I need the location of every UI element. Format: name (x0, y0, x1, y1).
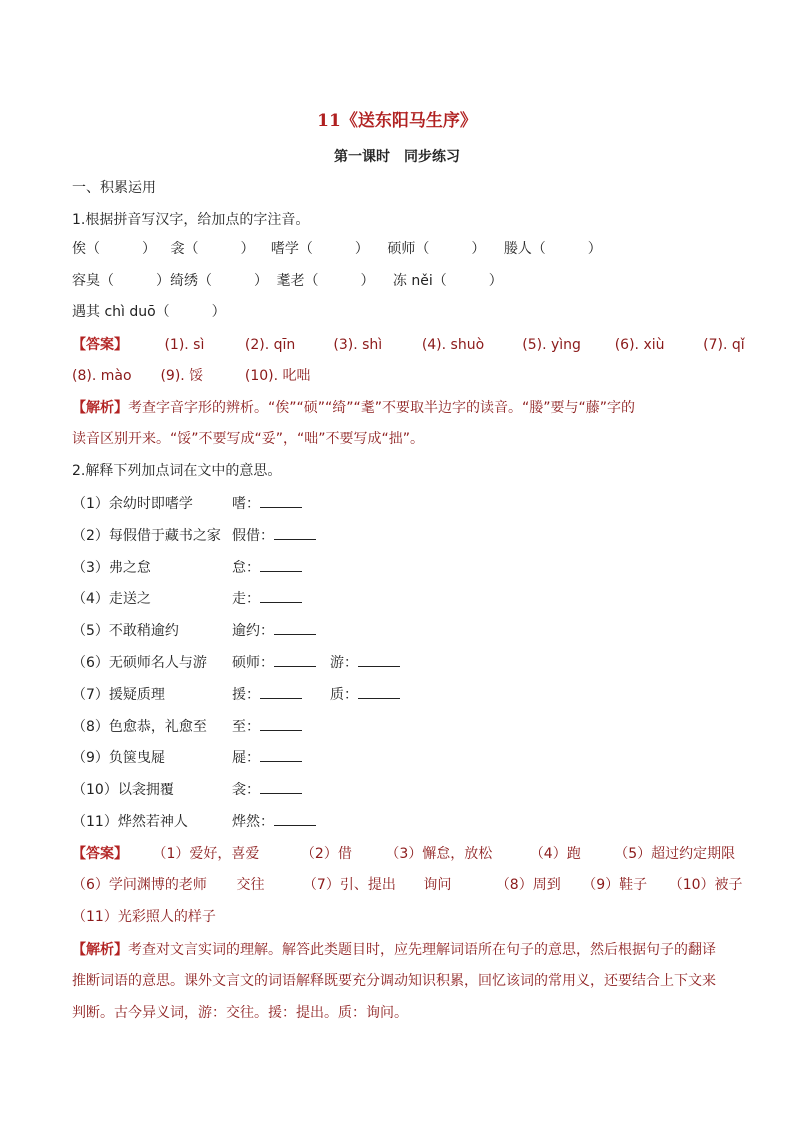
q2-item-key (232, 557, 330, 578)
question-2-prompt: 2.解释下列加点词在文中的意思。 (72, 463, 282, 479)
q1-answer-line-1 (72, 335, 745, 355)
q2-item-key-label: 嗜： (232, 496, 260, 512)
answer-blank (260, 684, 302, 699)
q2-item-key-label: 假借： (232, 528, 274, 544)
q2-item-key (232, 620, 330, 641)
q1-item: 容臭（ ）绮绣（ ） (72, 273, 268, 289)
answer-item: （8）周到 (495, 877, 561, 893)
answer-blank (260, 747, 302, 762)
answer-item: 询问 (423, 877, 452, 893)
q2-item-key (330, 687, 400, 703)
answer-item: （6）学问渊博的老师 (72, 877, 207, 893)
answer-blank (260, 493, 302, 508)
q2-item-key (232, 779, 330, 800)
section-heading: 一、积累运用 (72, 180, 156, 196)
answer-blank (358, 652, 400, 667)
question-1-row-3: 遇其 chì duō（ ） (72, 304, 226, 320)
q1-item: 冻 něi（ ） (392, 273, 503, 289)
analysis-text: 考查字音字形的辨析。“俟”“硕”“绮”“耄”不要取半边字的读音。“媵”要与“藤”字的 (128, 400, 636, 416)
q2-item-key (232, 525, 330, 546)
q1-analysis-line-2 (72, 429, 424, 449)
answer-item: （5）超过约定期限 (614, 846, 736, 862)
q2-item-row (72, 716, 330, 737)
answer-item: （4）跑 (529, 846, 581, 862)
q2-item-row (72, 652, 400, 673)
q2-answer-line-3 (72, 907, 216, 927)
answer-tag: 【答案】 (72, 846, 128, 862)
analysis-text: 推断词语的意思。课外文言文的词语解释既要充分调动知识积累，回忆该词的常用义，还要结合上下文来 (72, 973, 716, 989)
page-title: 11《送东阳马生序》 (317, 111, 477, 131)
analysis-text: 考查对文言实词的理解。解答此类题目时，应先理解词语所在句子的意思，然后根据句子的翻译 (128, 942, 716, 958)
q2-answer-line-1 (72, 844, 735, 864)
q2-item-key-label: 至： (232, 719, 260, 735)
q1-item: 硕师（ ） (387, 241, 486, 257)
answer-item: （7）引、提出 (302, 877, 396, 893)
question-1-prompt: 1.根据拼音写汉字，给加点的字注音。 (72, 212, 310, 228)
q2-item-row (72, 747, 330, 768)
q2-analysis-line-1 (72, 940, 716, 960)
q2-item-key (232, 493, 330, 514)
q2-item-text: （7）援疑质理 (72, 687, 165, 703)
answer-blank (260, 557, 302, 572)
q1-item: 媵人（ ） (503, 241, 602, 257)
q1-item: 嗜学（ ） (270, 241, 369, 257)
q2-item-text: （9）负箧曳屣 (72, 750, 165, 766)
q2-item-row (72, 588, 330, 609)
q2-item-text: （5）不敢稍逾约 (72, 623, 179, 639)
q2-item-text: （4）走送之 (72, 591, 151, 607)
answer-blank (274, 525, 316, 540)
answer-blank (260, 716, 302, 731)
answer-item: （9）鞋子 (582, 877, 648, 893)
q2-item-key-label: 质： (330, 687, 358, 703)
answer-item: (5). yìng (522, 337, 581, 353)
answer-blank (274, 811, 316, 826)
answer-item: (8). mào (72, 368, 132, 384)
q2-item-row (72, 811, 330, 832)
analysis-text: 读音区别开来。“馁”不要写成“妥”，“咄”不要写成“拙”。 (72, 431, 425, 447)
answer-item: (2). qīn (244, 337, 296, 353)
q2-item-key-label: 屣： (232, 750, 260, 766)
q2-analysis-line-2 (72, 971, 716, 991)
q2-item-text: （2）每假借于藏书之家 (72, 528, 221, 544)
q2-item-row (72, 684, 400, 705)
q2-item-text: （8）色愈恭，礼愈至 (72, 719, 207, 735)
q2-item-key (330, 655, 400, 671)
q2-item-key-label: 烨然： (232, 814, 274, 830)
q2-item-row (72, 493, 330, 514)
answer-item: 交往 (236, 877, 265, 893)
answer-item: (7). qǐ (703, 337, 745, 353)
q1-answer-line-2 (72, 366, 311, 386)
answer-item: （2）借 (300, 846, 352, 862)
q2-item-row (72, 525, 330, 546)
answer-blank (274, 620, 316, 635)
q2-analysis-line-3 (72, 1003, 408, 1023)
q2-item-row (72, 620, 330, 641)
q2-item-text: （3）弗之怠 (72, 560, 151, 576)
q2-item-key-label: 怠： (232, 560, 260, 576)
answer-item: （10）被子 (668, 877, 743, 893)
q2-item-key (232, 811, 330, 832)
question-1-row-1 (72, 239, 602, 259)
analysis-tag: 【解析】 (72, 400, 128, 416)
q1-analysis-line-1 (72, 398, 635, 418)
answer-item: (4). shuò (421, 337, 485, 353)
page-subtitle: 第一课时 同步练习 (334, 149, 460, 165)
answer-item: （1）爱好，喜爱 (152, 846, 260, 862)
answer-item: (3). shì (333, 337, 383, 353)
q1-item: 俟（ ） (72, 241, 156, 257)
q2-item-key-label: 游： (330, 655, 358, 671)
analysis-tag: 【解析】 (72, 942, 128, 958)
answer-blank (260, 588, 302, 603)
answer-blank (358, 684, 400, 699)
answer-item: (9). 馁 (160, 368, 204, 384)
answer-item: (1). sì (164, 337, 205, 353)
q2-item-text: （6）无硕师名人与游 (72, 655, 207, 671)
q2-item-key-label: 逾约： (232, 623, 274, 639)
q1-item: 耄老（ ） (276, 273, 375, 289)
q2-item-row (72, 779, 330, 800)
answer-item: (6). xiù (614, 337, 665, 353)
q2-item-text: （1）余幼时即嗜学 (72, 496, 193, 512)
q2-item-text: （10）以衾拥覆 (72, 782, 174, 798)
q2-item-key (232, 747, 330, 768)
answer-blank (274, 652, 316, 667)
q2-item-text: （11）烨然若神人 (72, 814, 188, 830)
q2-item-key-label: 援： (232, 687, 260, 703)
question-1-row-2 (72, 271, 503, 291)
answer-item: （3）懈怠，放松 (385, 846, 493, 862)
analysis-text: 判断。古今异义词，游：交往。援：提出。质：询问。 (72, 1005, 408, 1021)
answer-item: (10). 叱咄 (244, 368, 311, 384)
q2-item-key (232, 684, 330, 705)
q2-item-key-label: 硕师： (232, 655, 274, 671)
q2-answer-line-2 (72, 875, 743, 895)
q2-item-key (232, 716, 330, 737)
answer-blank (260, 779, 302, 794)
answer-item: （11）光彩照人的样子 (72, 909, 216, 925)
q2-item-key-label: 衾： (232, 782, 260, 798)
q2-item-key-label: 走： (232, 591, 260, 607)
q1-item: 衾（ ） (170, 241, 255, 257)
q2-item-row (72, 557, 330, 578)
answer-tag: 【答案】 (72, 337, 128, 353)
q2-item-key (232, 588, 330, 609)
q2-item-key (232, 652, 330, 673)
